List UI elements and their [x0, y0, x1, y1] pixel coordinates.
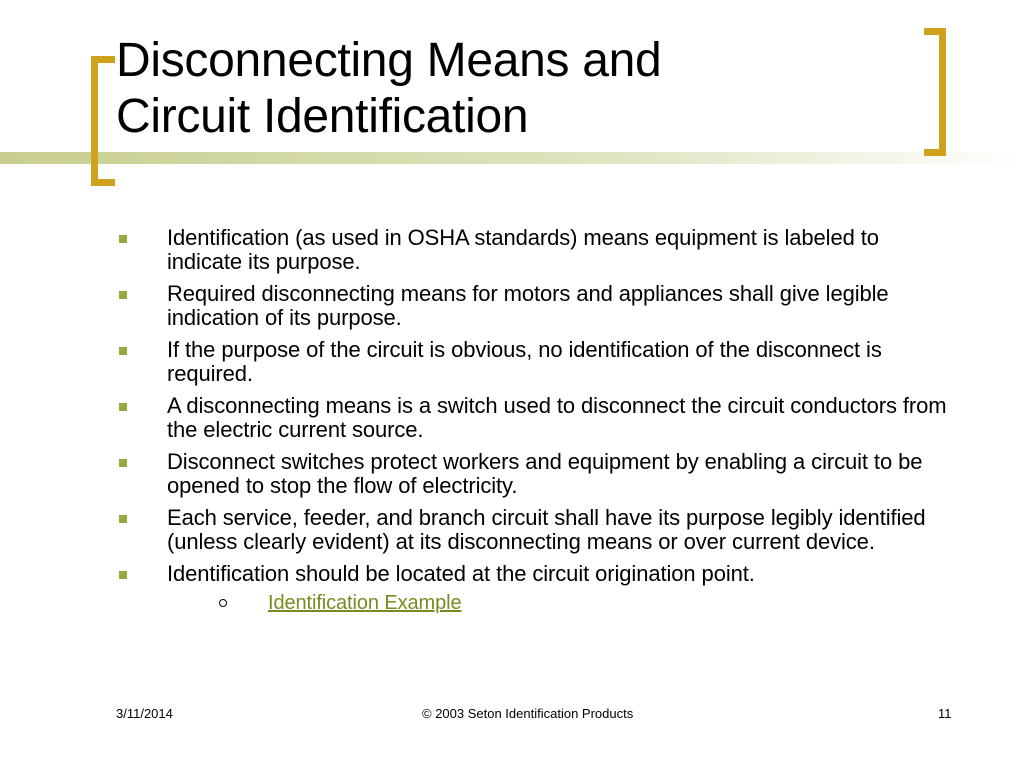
- footer-date: 3/11/2014: [116, 706, 173, 721]
- square-bullet-icon: [119, 235, 127, 243]
- slide-title-line-2: Circuit Identification: [116, 90, 529, 143]
- bullet-text: Identification (as used in OSHA standards) means equipment is labeled to indicate its purpose.: [167, 225, 879, 274]
- square-bullet-icon: [119, 291, 127, 299]
- bullet-text: If the purpose of the circuit is obvious, no identification of the disconnect is required.: [167, 337, 882, 386]
- bullet-text: Disconnect switches protect workers and equipment by enabling a circuit to be opened to stop the flow of electricity.: [167, 449, 923, 498]
- bullet-item: [116, 394, 956, 442]
- bullet-item: [116, 562, 956, 614]
- square-bullet-icon: [119, 403, 127, 411]
- bullet-text: Identification should be located at the circuit origination point.: [167, 561, 755, 586]
- bullet-item: [116, 226, 956, 274]
- left-bracket-decoration: [91, 56, 115, 186]
- bullet-item: [116, 450, 956, 498]
- slide-title: [116, 33, 876, 145]
- slide-title-line-1: Disconnecting Means and: [116, 34, 662, 87]
- bullet-item: [116, 282, 956, 330]
- right-bracket-decoration: [924, 28, 946, 156]
- bullet-item: [116, 506, 956, 554]
- square-bullet-icon: [119, 515, 127, 523]
- circle-bullet-icon: [219, 599, 227, 607]
- square-bullet-icon: [119, 459, 127, 467]
- identification-example-link[interactable]: Identification Example: [268, 592, 462, 614]
- square-bullet-icon: [119, 347, 127, 355]
- bullet-item: [116, 338, 956, 386]
- sub-bullet-item: [167, 592, 956, 614]
- footer-copyright: © 2003 Seton Identification Products: [422, 706, 634, 721]
- bullet-list: [116, 226, 956, 622]
- bullet-text: Each service, feeder, and branch circuit shall have its purpose legibly identified (unless clearly evident) at its disconnecting means or over current device.: [167, 505, 926, 554]
- bullet-text: A disconnecting means is a switch used to disconnect the circuit conductors from the electric current source.: [167, 393, 947, 442]
- footer-page-number: 11: [938, 706, 952, 721]
- square-bullet-icon: [119, 571, 127, 579]
- title-band-gradient: [0, 152, 1024, 164]
- bullet-text: Required disconnecting means for motors and appliances shall give legible indication of its purpose.: [167, 281, 889, 330]
- title-underline-band: [0, 152, 1024, 164]
